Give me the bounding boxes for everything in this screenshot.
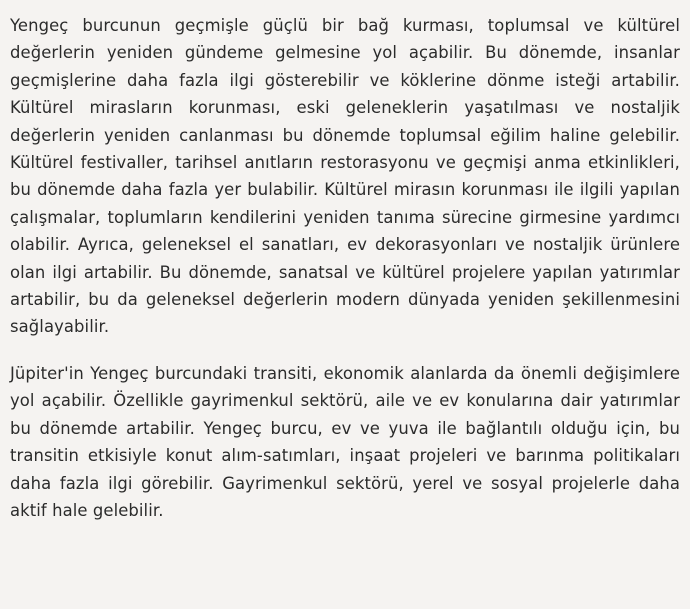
paragraph-economic-effects: Jüpiter'in Yengeç burcundaki transiti, ekonomik alanlarda da önemli değişimlere yol açabilir. Özellikle gayrimenkul sektörü, aile ve ev konularına dair yatırımlar bu dönemde artabilir. Yengeç burcu, ev ve yuva ile bağlantılı olduğu için, bu transitin etkisiyle konut alım-satımları, inşaat projeleri ve barınma politikaları daha fazla ilgi görebilir. Gayrimenkul sektörü, yerel ve sosyal projelerle daha aktif hale gelebilir. — [10, 363, 680, 520]
paragraph-cultural-heritage: Yengeç burcunun geçmişle güçlü bir bağ kurması, toplumsal ve kültürel değerlerin yeniden gündeme gelmesine yol açabilir. Bu dönemde, insanlar geçmişlerine daha fazla ilgi gösterebilir ve köklerine dönme isteği artabilir. Kültürel mirasların korunması, eski geleneklerin yaşatılması ve nostaljik değerlerin yeniden canlanması bu dönemde toplumsal eğilim haline gelebilir. Kültürel festivaller, tarihsel anıtların restorasyonu ve geçmişi anma etkinlikleri, bu dönemde daha fazla yer bulabilir. Kültürel mirasın korunması ile ilgili yapılan çalışmalar, toplumların kendilerini yeniden tanıma sürecine girmesine yardımcı olabilir. Ayrıca, geleneksel el sanatları, ev dekorasyonları ve nostaljik ürünlere olan ilgi artabilir. Bu dönemde, sanatsal ve kültürel projelere yapılan yatırımlar artabilir, bu da geleneksel değerlerin modern dünyada yeniden şekillenmesini sağlayabilir. — [10, 16, 680, 337]
article-body — [10, 12, 680, 524]
